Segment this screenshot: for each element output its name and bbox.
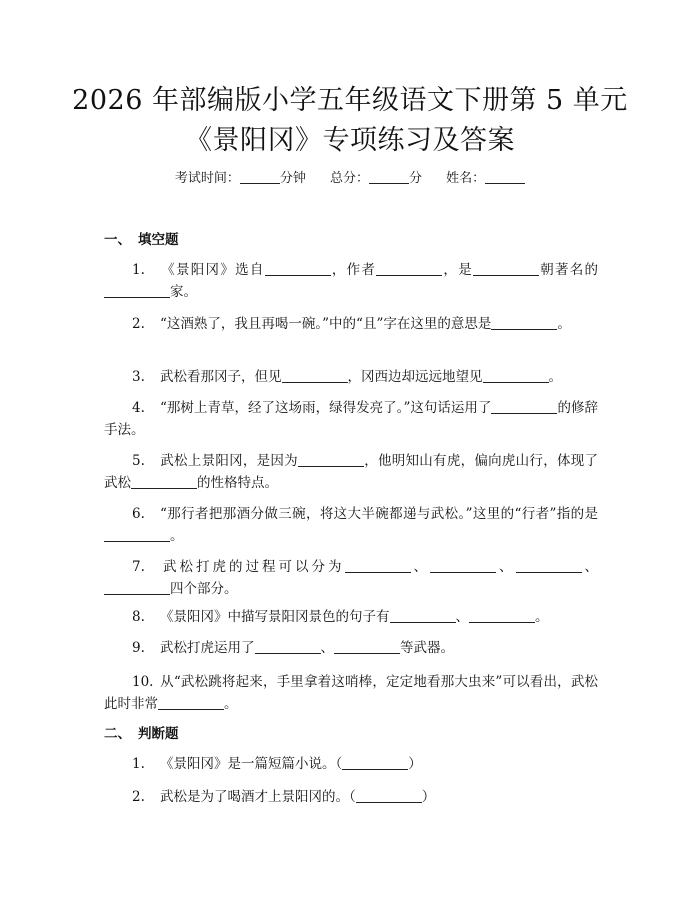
question-text: 、: [581, 559, 598, 575]
exam-name: [446, 171, 525, 186]
question-text: ）: [421, 789, 436, 805]
page-title-line-1: 2026 年部编版小学五年级语文下册第 5 单元: [72, 85, 628, 116]
question-text: 《景阳冈》中描写景阳冈景色的句子有: [160, 609, 390, 625]
fill-question-6: [104, 503, 598, 547]
exam-time-blank: [240, 168, 280, 184]
question-number: 7.: [132, 559, 145, 575]
answer-blank[interactable]: [390, 607, 456, 623]
exam-name-label: 姓名：: [446, 171, 486, 186]
judge-question-1: [104, 753, 598, 775]
question-text: 朝著名的: [538, 262, 599, 278]
fill-question-10: [104, 671, 598, 715]
fill-question-3: [104, 366, 598, 388]
question-number: 3.: [132, 369, 145, 385]
section-number: 一、: [104, 232, 131, 248]
question-text: 武松是为了喝酒才上景阳冈的。（: [160, 789, 356, 805]
question-text: ，他明知山有虎，偏向虎山行，体现了武松: [104, 453, 599, 491]
fill-question-2: [104, 313, 598, 335]
fill-question-7: [104, 556, 598, 600]
question-text: ，冈西边却远远地望见: [347, 369, 483, 385]
question-number: 4.: [132, 400, 145, 416]
question-text: 。: [170, 528, 184, 544]
question-text: 、: [455, 609, 469, 625]
answer-blank[interactable]: [334, 638, 400, 654]
question-number: 9.: [132, 640, 145, 656]
answer-blank[interactable]: [282, 367, 348, 383]
question-text: ，是: [442, 262, 473, 278]
exam-info: [0, 168, 700, 188]
question-text: 四个部分。: [170, 581, 238, 597]
question-text: 家。: [170, 284, 197, 300]
question-text: 武松打虎运用了: [160, 640, 255, 656]
question-text: 武松上景阳冈，是因为: [160, 453, 298, 469]
answer-blank[interactable]: [430, 557, 496, 573]
question-text: 、: [410, 559, 430, 575]
question-text: “那树上青草，经了这场雨，绿得发亮了。”这句话运用了: [160, 400, 492, 416]
exam-score-blank: [369, 168, 409, 184]
fill-question-9: [104, 637, 598, 659]
question-text: 等武器。: [400, 640, 454, 656]
section-heading-fill: [104, 231, 179, 249]
question-text: 。: [224, 696, 238, 712]
question-number: 1.: [132, 756, 145, 772]
answer-blank[interactable]: [491, 314, 557, 330]
question-number: 6.: [132, 506, 145, 522]
answer-blank[interactable]: [158, 694, 224, 710]
answer-blank[interactable]: [342, 754, 408, 770]
fill-question-4: [104, 397, 598, 441]
exam-score-label: 总分：: [329, 171, 369, 186]
exam-time-label: 考试时间：: [174, 171, 240, 186]
question-text: ）: [408, 756, 422, 772]
section-number: 二、: [104, 726, 131, 742]
question-text: 、: [320, 640, 334, 656]
answer-blank[interactable]: [356, 787, 422, 803]
section-label: 填空题: [138, 232, 179, 248]
question-text: “这酒熟了，我且再喝一碗。”中的“且”字在这里的意思是: [160, 316, 492, 332]
fill-question-8: [104, 606, 598, 628]
question-number: 2.: [132, 789, 145, 805]
question-number: 2.: [132, 316, 145, 332]
answer-blank[interactable]: [104, 579, 170, 595]
question-text: 从“武松跳将起来，手里拿着这哨棒，定定地看那大虫来”可以看出，武松此时非常: [104, 674, 598, 712]
exam-name-blank: [485, 168, 525, 184]
question-number: 8.: [132, 609, 145, 625]
question-text: 。: [535, 609, 549, 625]
answer-blank[interactable]: [104, 526, 170, 542]
question-number: 10.: [132, 674, 154, 690]
question-text: 武松打虎的过程可以分为: [160, 559, 345, 575]
exam-score-unit: 分: [409, 171, 423, 186]
answer-blank[interactable]: [131, 473, 197, 489]
answer-blank[interactable]: [491, 398, 557, 414]
page-title-line-2: 《景阳冈》专项练习及答案: [185, 125, 515, 156]
section-label: 判断题: [138, 726, 179, 742]
question-text: 的性格特点。: [197, 475, 278, 491]
question-text: 。: [557, 316, 571, 332]
question-text: “那行者把那酒分做三碗，将这大半碗都递与武松。”这里的“行者”指的是: [160, 506, 598, 522]
question-number: 5.: [132, 453, 145, 469]
question-text: 、: [496, 559, 516, 575]
question-text: 《景阳冈》选自: [160, 262, 265, 278]
exam-time-unit: 分钟: [279, 171, 306, 186]
question-number: 1.: [132, 262, 145, 278]
fill-question-1: [104, 259, 598, 303]
fill-question-5: [104, 450, 598, 494]
answer-blank[interactable]: [516, 557, 582, 573]
exam-time: [175, 171, 306, 186]
question-text: 。: [548, 369, 562, 385]
question-text: ，作者: [330, 262, 377, 278]
question-text: 的修辞手法。: [104, 400, 598, 438]
answer-blank[interactable]: [345, 557, 411, 573]
question-text: 武松看那冈子，但见: [160, 369, 282, 385]
answer-blank[interactable]: [298, 451, 364, 467]
judge-question-2: [104, 786, 598, 808]
answer-blank[interactable]: [473, 260, 539, 276]
answer-blank[interactable]: [265, 260, 331, 276]
answer-blank[interactable]: [483, 367, 549, 383]
answer-blank[interactable]: [376, 260, 442, 276]
answer-blank[interactable]: [104, 282, 170, 298]
answer-blank[interactable]: [255, 638, 321, 654]
section-heading-judge: [104, 725, 179, 743]
question-text: 《景阳冈》是一篇短篇小说。（: [160, 756, 343, 772]
answer-blank[interactable]: [469, 607, 535, 623]
exam-score: [330, 171, 422, 186]
